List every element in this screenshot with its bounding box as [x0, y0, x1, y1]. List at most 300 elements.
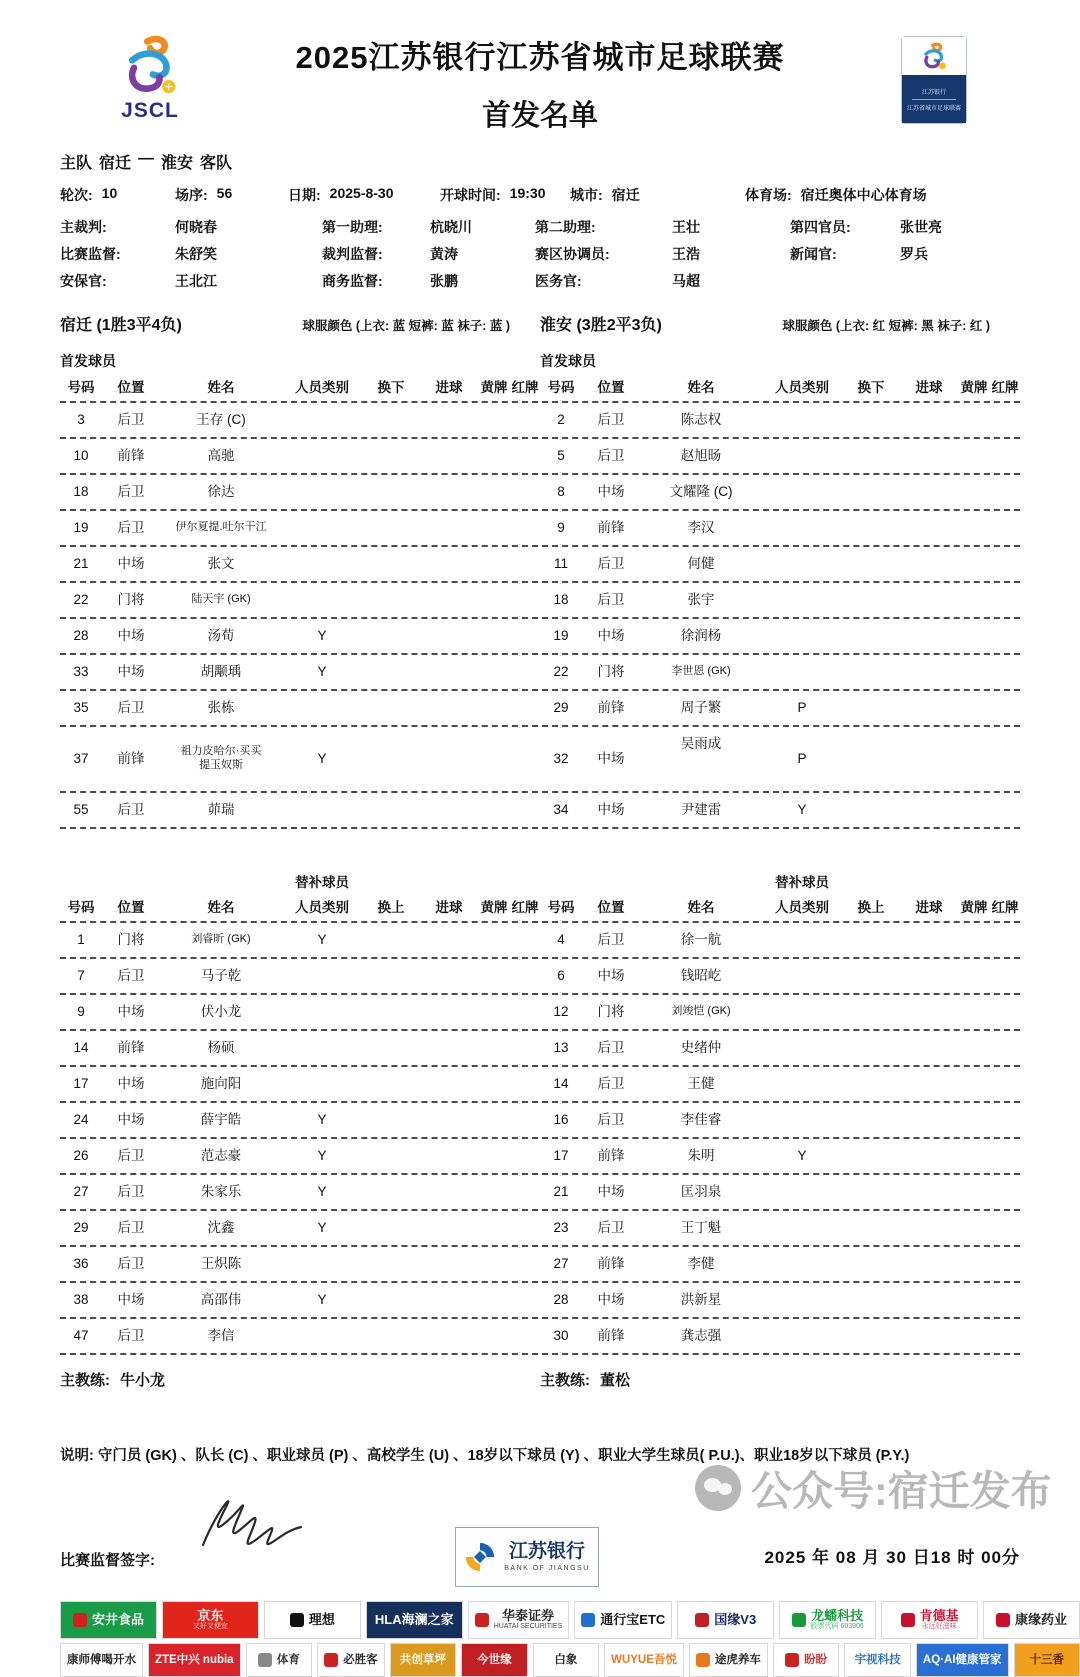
starting-table-header	[60, 371, 1020, 403]
sponsor-logo	[390, 1643, 457, 1677]
column-header: 换上	[362, 896, 420, 916]
player-name-line: 刘竣恺 (GK)	[640, 1005, 762, 1019]
player-row	[60, 1319, 1020, 1355]
player-number: 3	[60, 412, 102, 429]
player-row-half	[60, 1211, 540, 1245]
player-position: 后卫	[102, 1184, 160, 1201]
player-number: 36	[60, 1256, 102, 1273]
player-position: 后卫	[102, 802, 160, 819]
player-row-half	[540, 793, 1020, 827]
sponsor-text	[714, 1613, 756, 1627]
info-label: 日期:	[288, 185, 321, 205]
sponsor-label: 白象	[554, 1654, 577, 1667]
player-name-line: 李健	[640, 1256, 762, 1273]
player-position: 后卫	[102, 1328, 160, 1345]
official-label: 裁判监督:	[322, 244, 430, 264]
sponsor-label: AQ·AI健康管家	[923, 1654, 1002, 1667]
player-number: 19	[60, 520, 102, 537]
home-kit-colors: 球服颜色 (上衣: 蓝 短裤: 蓝 袜子: 蓝 )	[302, 316, 540, 334]
official-item	[535, 244, 790, 264]
starting-labels	[60, 351, 1020, 371]
bank-logo-icon	[464, 1541, 496, 1573]
player-name-line: 尹建雷	[640, 802, 762, 819]
official-name: 张鹏	[430, 271, 458, 291]
player-name	[640, 592, 762, 609]
player-position: 前锋	[102, 751, 160, 768]
player-row-half	[60, 511, 540, 545]
player-name	[160, 628, 282, 645]
page-subtitle: 首发名单	[0, 93, 1080, 134]
player-position: 后卫	[582, 412, 640, 429]
sponsor-label: 途虎养车	[715, 1654, 761, 1667]
sponsor-label: 盼盼	[804, 1654, 827, 1667]
player-name-line: 陆天宇 (GK)	[160, 593, 282, 607]
official-name: 王北江	[175, 271, 217, 291]
player-name	[640, 520, 762, 537]
info-label: 开球时间:	[440, 185, 501, 205]
player-number: 47	[60, 1328, 102, 1345]
official-name: 黄涛	[430, 244, 458, 264]
player-name-line: 朱家乐	[160, 1184, 282, 1201]
sponsor-mark-icon	[324, 1653, 338, 1667]
player-name-line: 张栋	[160, 700, 282, 717]
player-position: 前锋	[582, 520, 640, 537]
official-item	[60, 244, 322, 264]
player-position: 后卫	[582, 592, 640, 609]
official-label: 医务官:	[535, 271, 672, 291]
player-name-line: 史绪仲	[640, 1040, 762, 1057]
column-header: 姓名	[160, 376, 282, 396]
player-number: 28	[540, 1292, 582, 1309]
officials-row	[60, 240, 1020, 267]
player-row-half	[60, 475, 540, 509]
player-row-half	[540, 1319, 1020, 1353]
player-row-half	[60, 1103, 540, 1137]
player-name-line: 范志豪	[160, 1148, 282, 1165]
player-name	[160, 1004, 282, 1021]
player-name	[640, 1005, 762, 1019]
home-coach-label: 主教练:	[60, 1369, 110, 1390]
player-name-line: 伊尔夏提.吐尔干江	[160, 521, 282, 535]
home-subs-label: 替补球员	[282, 871, 362, 891]
bank-badge-divider	[912, 99, 956, 100]
player-row	[60, 1211, 1020, 1247]
column-header: 人员类别	[282, 376, 362, 396]
player-number: 32	[540, 751, 582, 768]
official-name: 张世亮	[900, 217, 942, 237]
player-row	[60, 995, 1020, 1031]
home-coach	[60, 1369, 540, 1390]
info-value: 宿迁	[612, 185, 640, 205]
player-row-half	[540, 619, 1020, 653]
player-position: 后卫	[582, 448, 640, 465]
sponsor-label: 京东	[197, 1609, 223, 1623]
player-row-half	[540, 959, 1020, 993]
bank-logo-name: 江苏银行	[509, 1542, 585, 1563]
sponsor-logo	[689, 1643, 768, 1677]
player-row	[60, 1031, 1020, 1067]
away-subs-label: 替补球员	[762, 871, 842, 891]
player-row-half	[60, 583, 540, 617]
sponsor-label: 康师傅喝开水	[67, 1654, 136, 1667]
player-name-line: 王健	[640, 1076, 762, 1093]
officials-row	[60, 267, 1020, 294]
header	[0, 0, 1080, 134]
bank-logo-caption: BANK OF JIANGSU	[504, 1565, 590, 1573]
player-number: 1	[60, 932, 102, 949]
player-row	[60, 959, 1020, 995]
player-row	[60, 583, 1020, 619]
player-number: 14	[60, 1040, 102, 1057]
player-number: 23	[540, 1220, 582, 1237]
player-position: 门将	[102, 932, 160, 949]
player-name	[640, 1328, 762, 1345]
player-category: Y	[762, 802, 842, 819]
player-row	[60, 1283, 1020, 1319]
player-position: 后卫	[102, 1256, 160, 1273]
player-name-line: 龚志强	[640, 1328, 762, 1345]
player-name-line: 王炽陈	[160, 1256, 282, 1273]
sponsor-mark-icon	[696, 1653, 710, 1667]
player-number: 21	[60, 556, 102, 573]
player-name	[640, 802, 762, 819]
player-row	[60, 403, 1020, 439]
sponsor-text	[611, 1654, 677, 1667]
sponsor-logo	[317, 1643, 385, 1677]
home-coach-name: 牛小龙	[120, 1369, 165, 1390]
sponsor-logo	[604, 1643, 684, 1677]
sponsor-label: 今世缘	[477, 1654, 512, 1667]
sponsor-logo	[246, 1643, 313, 1677]
player-name-line: 王存 (C)	[160, 412, 282, 429]
player-position: 前锋	[582, 1328, 640, 1345]
sponsor-text	[920, 1609, 959, 1631]
player-row-half	[60, 1175, 540, 1209]
info-value: 19:30	[510, 185, 546, 205]
player-name-line: 周子繁	[640, 700, 762, 717]
table-header-half	[540, 891, 1020, 921]
player-name-line: 徐润杨	[640, 628, 762, 645]
player-row-half	[60, 1067, 540, 1101]
sponsor-text	[343, 1654, 378, 1667]
player-position: 后卫	[102, 484, 160, 501]
teams-separator: —	[138, 150, 154, 173]
player-row	[60, 1247, 1020, 1283]
sponsor-text	[67, 1654, 136, 1667]
official-item	[322, 217, 535, 237]
player-number: 17	[60, 1076, 102, 1093]
player-name-line: 李世恩 (GK)	[640, 665, 762, 679]
sponsor-logo	[461, 1643, 528, 1677]
sponsor-text	[277, 1654, 300, 1667]
away-coach-name: 董松	[600, 1369, 630, 1390]
match-info-item	[570, 185, 745, 205]
player-row-half	[540, 691, 1020, 725]
column-header: 进球	[900, 376, 958, 396]
sponsor-logo	[916, 1643, 1009, 1677]
column-header: 位置	[582, 376, 640, 396]
column-header: 位置	[102, 896, 160, 916]
sponsor-mark-icon	[581, 1613, 595, 1627]
player-position: 后卫	[102, 1220, 160, 1237]
table-header-half	[60, 891, 540, 921]
player-name-line: 李汉	[640, 520, 762, 537]
player-number: 29	[60, 1220, 102, 1237]
supervisor-signature	[175, 1489, 325, 1559]
player-position: 后卫	[582, 1220, 640, 1237]
column-header: 换上	[842, 896, 900, 916]
official-name: 杭晓川	[430, 217, 472, 237]
player-name	[640, 448, 762, 465]
player-position: 前锋	[582, 1256, 640, 1273]
player-row-half	[60, 1031, 540, 1065]
player-row-half	[60, 1283, 540, 1317]
player-row-half	[60, 619, 540, 653]
player-number: 18	[60, 484, 102, 501]
player-row	[60, 655, 1020, 691]
sponsor-text	[92, 1613, 144, 1627]
player-name	[640, 484, 762, 501]
player-category: P	[762, 700, 842, 717]
sponsor-logo	[468, 1601, 570, 1639]
player-row-half	[540, 439, 1020, 473]
info-value: 10	[102, 185, 118, 205]
player-name	[160, 1076, 282, 1093]
player-row	[60, 619, 1020, 655]
official-label: 比赛监督:	[60, 244, 175, 264]
player-name-line: 李信	[160, 1328, 282, 1345]
column-header: 红牌	[990, 376, 1020, 396]
sponsor-sublabel: HUATAI SECURITIES	[494, 1623, 563, 1631]
official-item	[535, 217, 790, 237]
sponsor-label: 安井食品	[92, 1613, 144, 1627]
player-name-line: 李佳睿	[640, 1112, 762, 1129]
watermark-text: 公众号:宿迁发布	[751, 1458, 1052, 1517]
player-name	[640, 1184, 762, 1201]
official-item	[60, 271, 322, 291]
official-label: 主裁判:	[60, 217, 175, 237]
subs-table-header	[60, 891, 1020, 923]
player-name-line: 马子乾	[160, 968, 282, 985]
official-item	[790, 244, 1020, 264]
official-label: 第一助理:	[322, 217, 430, 237]
column-header: 号码	[540, 376, 582, 396]
column-header: 姓名	[640, 896, 762, 916]
sponsor-logo	[881, 1601, 978, 1639]
column-header: 号码	[60, 896, 102, 916]
sponsor-mark-icon	[785, 1653, 799, 1667]
player-name	[160, 1256, 282, 1273]
player-name	[640, 727, 762, 753]
player-name	[640, 1148, 762, 1165]
sponsor-logo	[677, 1601, 774, 1639]
official-item	[322, 271, 535, 291]
signature-area	[60, 1491, 1020, 1595]
player-row	[60, 475, 1020, 511]
official-label: 第四官员:	[790, 217, 900, 237]
sponsor-sublabel: 又好又便宜	[193, 1623, 228, 1631]
player-name	[640, 932, 762, 949]
official-name: 王壮	[672, 217, 700, 237]
sponsor-text	[923, 1654, 1002, 1667]
player-row	[60, 511, 1020, 547]
subs-labels	[60, 871, 1020, 891]
sponsor-label: 必胜客	[343, 1654, 378, 1667]
player-number: 27	[60, 1184, 102, 1201]
column-header: 黄牌	[478, 376, 510, 396]
player-number: 27	[540, 1256, 582, 1273]
player-position: 中场	[582, 484, 640, 501]
player-position: 后卫	[102, 968, 160, 985]
jscl-logo	[110, 34, 190, 123]
player-number: 34	[540, 802, 582, 819]
sponsor-logo	[779, 1601, 876, 1639]
player-name-line: 高驰	[160, 448, 282, 465]
player-category: Y	[282, 932, 362, 949]
match-info-row	[60, 185, 1020, 205]
official-item	[535, 271, 790, 291]
match-datetime: 2025 年 08 月 30 日18 时 00分	[764, 1543, 1020, 1568]
away-team-label: 客队	[200, 150, 232, 173]
match-info-item	[175, 185, 288, 205]
player-position: 后卫	[102, 1148, 160, 1165]
official-item	[60, 217, 322, 237]
official-name: 朱舒笑	[175, 244, 217, 264]
player-row-half	[540, 583, 1020, 617]
page-title: 2025江苏银行江苏省城市足球联赛	[0, 32, 1080, 77]
player-name-line: 茆瑞	[160, 802, 282, 819]
player-position: 中场	[102, 1076, 160, 1093]
player-position: 中场	[582, 1292, 640, 1309]
signature-label: 比赛监督签字:	[60, 1549, 155, 1570]
official-name: 马超	[672, 271, 700, 291]
player-number: 5	[540, 448, 582, 465]
match-info-item	[745, 185, 927, 205]
player-name	[160, 521, 282, 535]
player-number: 29	[540, 700, 582, 717]
player-row-half	[540, 511, 1020, 545]
player-name-line: 提玉奴斯	[160, 759, 282, 773]
away-team-title: 淮安 (3胜2平3负)	[540, 312, 662, 335]
column-header: 换下	[842, 376, 900, 396]
home-team-header	[60, 312, 540, 335]
sponsor-logo	[1014, 1643, 1080, 1677]
player-row-half	[540, 403, 1020, 437]
player-position: 中场	[582, 968, 640, 985]
sponsor-text	[554, 1654, 577, 1667]
sponsor-sublabel: 永远好滋味	[922, 1623, 957, 1631]
column-header: 姓名	[640, 376, 762, 396]
player-number: 22	[540, 664, 582, 681]
player-number: 33	[60, 664, 102, 681]
player-row-half	[540, 1103, 1020, 1137]
player-position: 后卫	[102, 412, 160, 429]
content	[60, 150, 1020, 1595]
player-name	[640, 412, 762, 429]
sponsor-label: WUYUE吾悦	[611, 1654, 677, 1667]
sponsor-text	[600, 1613, 665, 1627]
official-label: 商务监督:	[322, 271, 430, 291]
column-header: 红牌	[510, 376, 540, 396]
player-name-line: 文耀隆 (C)	[640, 484, 762, 501]
info-label: 城市:	[570, 185, 603, 205]
sponsor-text	[1030, 1654, 1065, 1667]
player-position: 中场	[102, 556, 160, 573]
player-name	[640, 968, 762, 985]
player-number: 55	[60, 802, 102, 819]
player-name	[160, 1148, 282, 1165]
column-header: 红牌	[510, 896, 540, 916]
sponsor-label: 体育	[277, 1654, 300, 1667]
sponsor-label: 理想	[309, 1613, 335, 1627]
info-value: 2025-8-30	[330, 185, 394, 205]
player-name-line: 朱明	[640, 1148, 762, 1165]
home-team-name: 宿迁	[99, 150, 131, 173]
bank-badge-bank-name: 江苏银行	[922, 87, 946, 96]
player-category: Y	[282, 664, 362, 681]
column-header: 黄牌	[478, 896, 510, 916]
match-info-item	[288, 185, 440, 205]
sponsor-text	[400, 1654, 446, 1667]
away-starting-label: 首发球员	[540, 351, 1020, 371]
info-value: 56	[217, 185, 233, 205]
player-name	[160, 556, 282, 573]
player-category: Y	[282, 628, 362, 645]
sponsor-logo	[574, 1601, 672, 1639]
player-row-half	[60, 1139, 540, 1173]
player-row-half	[540, 923, 1020, 957]
home-team-label: 主队	[60, 150, 92, 173]
jscl-logo-icon	[117, 34, 183, 96]
player-name-line: 钱昭屹	[640, 968, 762, 985]
sponsor-text	[375, 1613, 454, 1627]
player-row-half	[60, 959, 540, 993]
sponsor-label: 共创草坪	[400, 1654, 446, 1667]
player-name-line: 刘睿昕 (GK)	[160, 933, 282, 947]
player-name	[160, 1292, 282, 1309]
player-name	[160, 802, 282, 819]
player-name	[160, 1328, 282, 1345]
bank-logo	[455, 1527, 599, 1587]
player-name-line: 张宇	[640, 592, 762, 609]
player-row	[60, 727, 1020, 793]
player-position: 后卫	[582, 1040, 640, 1057]
player-number: 11	[540, 556, 582, 573]
player-category: Y	[282, 1184, 362, 1201]
player-position: 前锋	[102, 1040, 160, 1057]
player-name-line: 陈志权	[640, 412, 762, 429]
player-name	[640, 556, 762, 573]
player-number: 26	[60, 1148, 102, 1165]
player-row-half	[60, 727, 540, 791]
sponsor-label: 宇视科技	[855, 1654, 901, 1667]
player-row-half	[60, 923, 540, 957]
player-name-line: 张文	[160, 556, 282, 573]
starting-table	[60, 403, 1020, 829]
official-label: 安保官:	[60, 271, 175, 291]
player-row	[60, 439, 1020, 475]
player-name	[160, 593, 282, 607]
player-name	[160, 448, 282, 465]
player-name-line: 沈鑫	[160, 1220, 282, 1237]
sponsor-label: 通行宝ETC	[600, 1613, 665, 1627]
sponsor-text	[804, 1654, 827, 1667]
bank-badge	[901, 36, 967, 124]
sponsor-label: ZTE中兴 nubia	[155, 1654, 234, 1667]
player-name-line: 何健	[640, 556, 762, 573]
away-kit-colors: 球服颜色 (上衣: 红 短裤: 黑 袜子: 红 )	[782, 316, 1020, 334]
player-number: 4	[540, 932, 582, 949]
